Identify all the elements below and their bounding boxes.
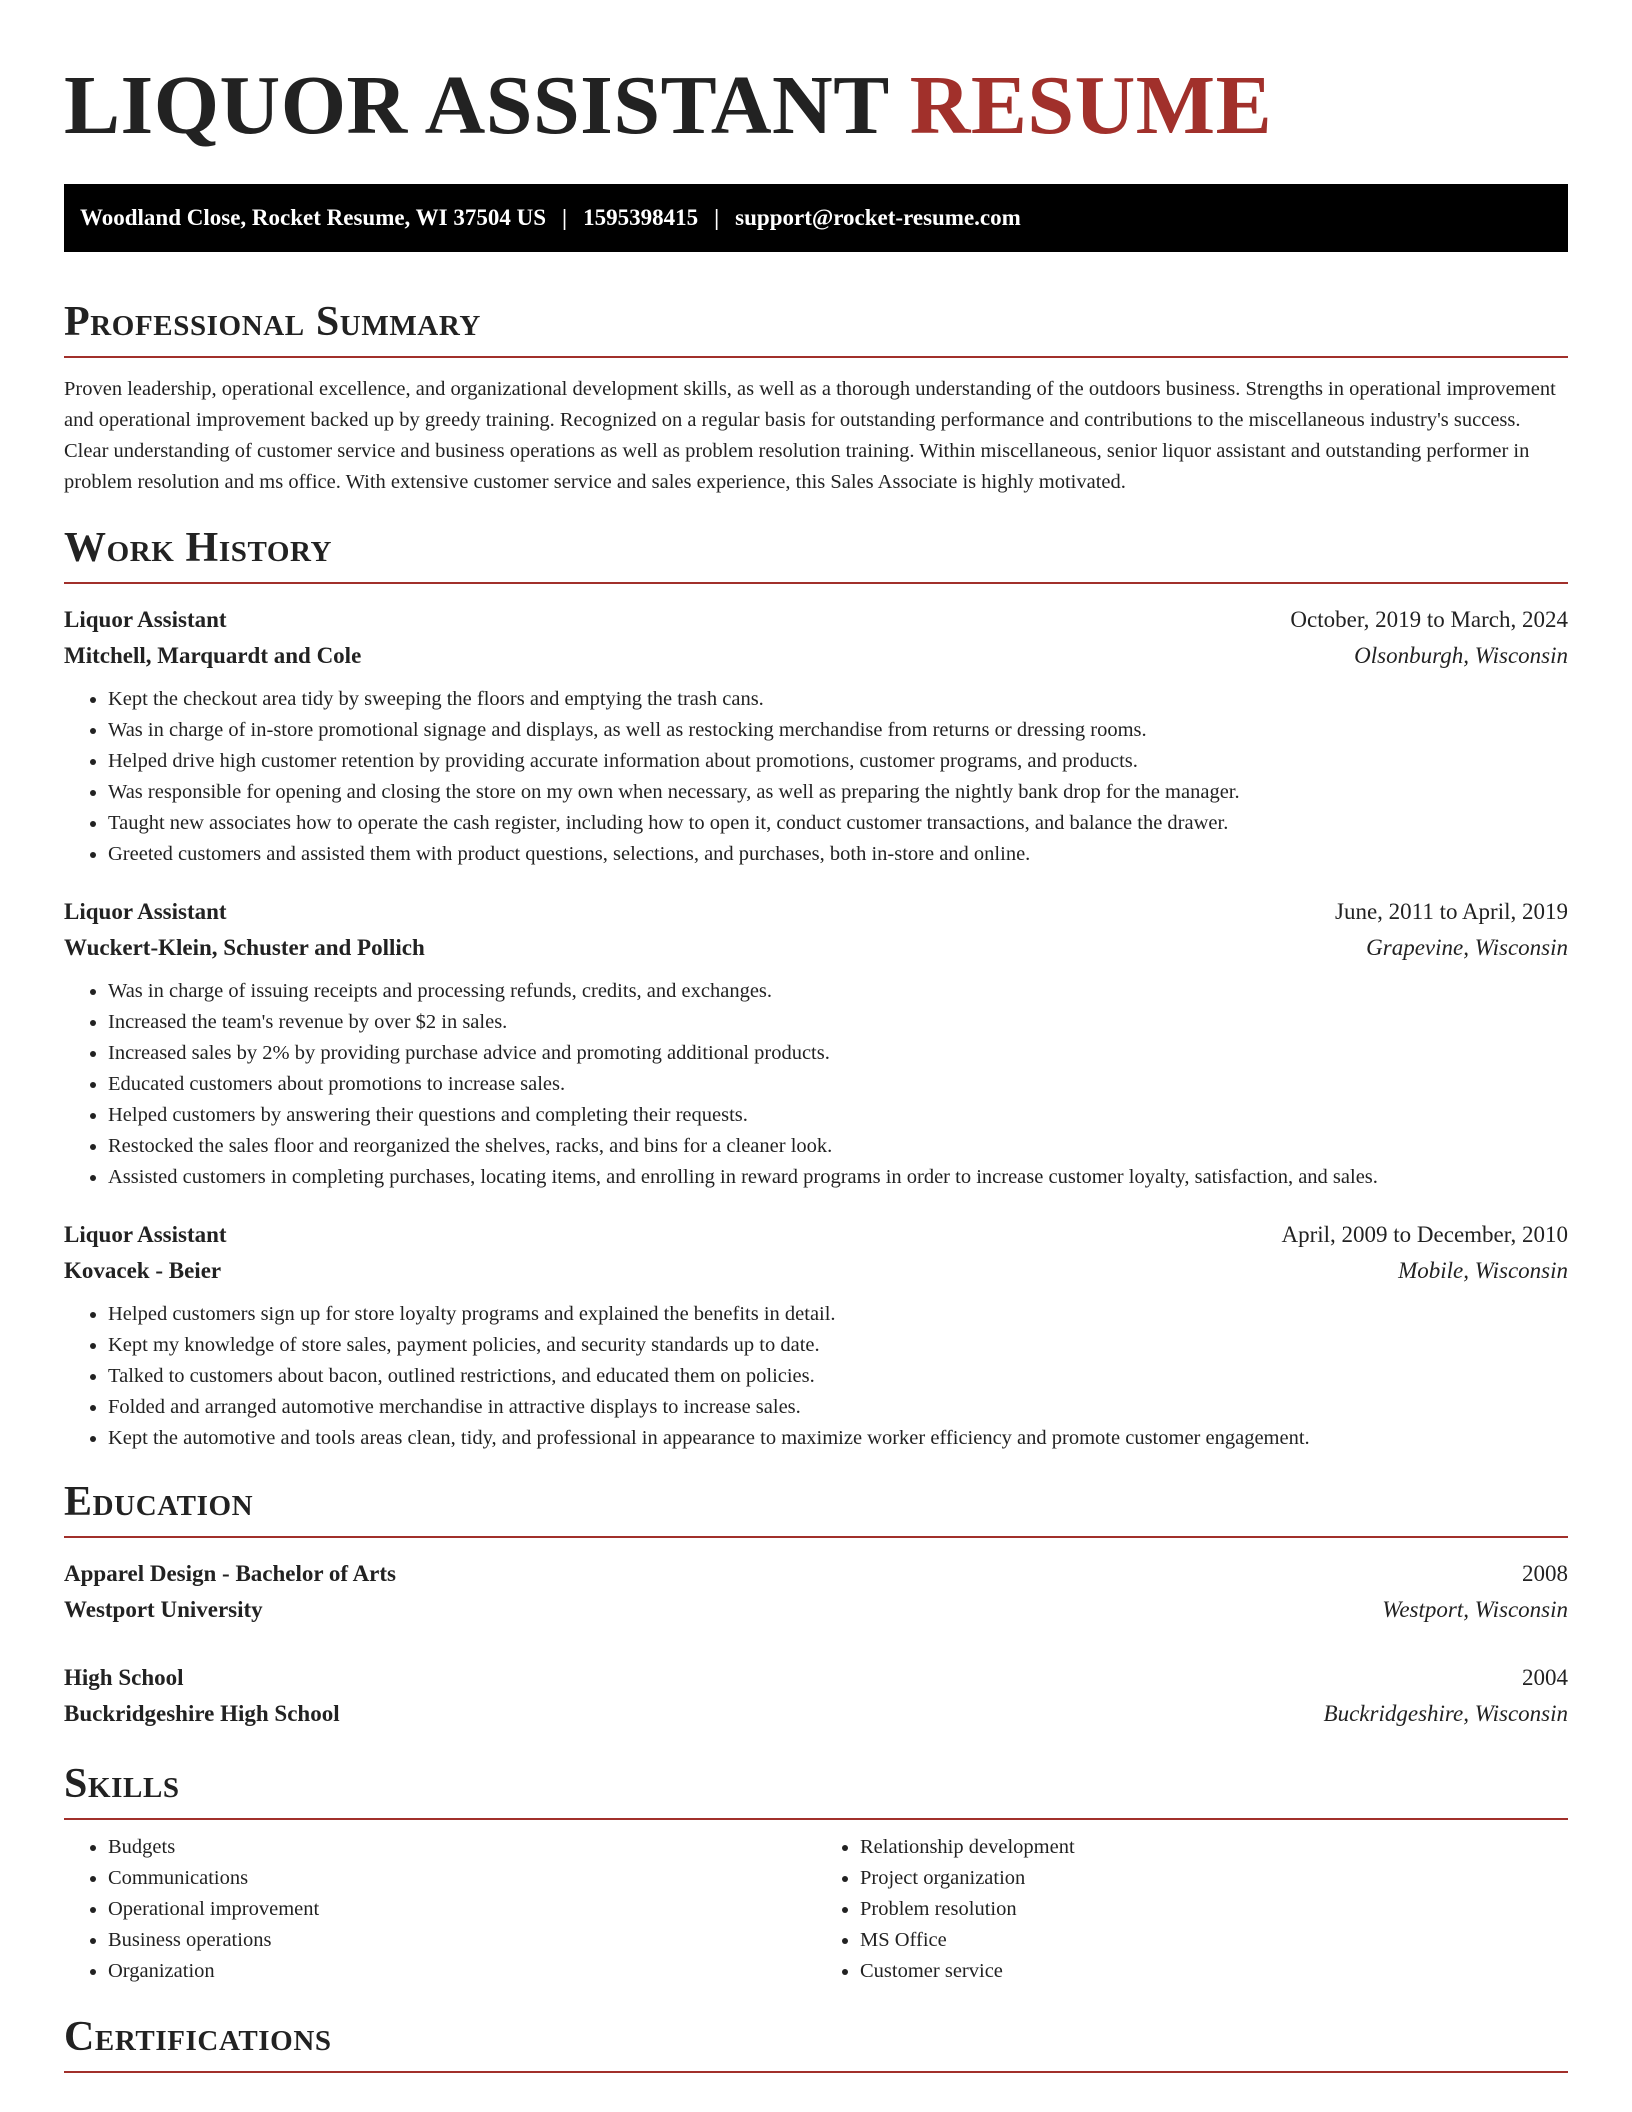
education-location: Westport, Wisconsin: [1382, 1597, 1568, 1623]
skill-item: • Project organization: [860, 1863, 1568, 1894]
job-header-row: [64, 602, 1568, 638]
section-title-work-history: Work History: [64, 526, 1568, 584]
section-title-summary: Professional Summary: [64, 300, 1568, 358]
list-item: • Restocked the sales floor and reorganized the shelves, racks, and bins for a cleaner look.: [108, 1131, 1568, 1162]
job-bullets: [64, 684, 1568, 870]
work-history-section: [64, 526, 1568, 1454]
contact-bar: [64, 184, 1568, 252]
list-item: • Was in charge of issuing receipts and processing refunds, credits, and exchanges.: [108, 976, 1568, 1007]
job-company-row: [64, 638, 1568, 674]
education-section: [64, 1480, 1568, 1732]
skill-item: • Operational improvement: [108, 1894, 816, 1925]
resume-title: [64, 59, 1568, 152]
contact-separator: |: [714, 205, 720, 230]
list-item: • Helped customers sign up for store loyalty programs and explained the benefits in detail.: [108, 1299, 1568, 1330]
section-title-certifications: Certifications: [64, 2015, 1568, 2073]
list-item: • Was in charge of in-store promotional signage and displays, as well as restocking merchandise from returns or dressing rooms.: [108, 715, 1568, 746]
list-item: • Educated customers about promotions to increase sales.: [108, 1069, 1568, 1100]
section-title-education: Education: [64, 1480, 1568, 1538]
job-header-row: [64, 1217, 1568, 1253]
job-dates: October, 2019 to March, 2024: [1290, 607, 1568, 633]
job-title: Liquor Assistant: [64, 899, 227, 925]
list-item: • Talked to customers about bacon, outlined restrictions, and educated them on policies.: [108, 1361, 1568, 1392]
section-title-skills: Skills: [64, 1762, 1568, 1820]
skills-section: [64, 1762, 1568, 1987]
skill-item: • Problem resolution: [860, 1894, 1568, 1925]
list-item: • Kept my knowledge of store sales, payment policies, and security standards up to date.: [108, 1330, 1568, 1361]
certifications-section: [64, 2015, 1568, 2073]
education-school: Westport University: [64, 1597, 263, 1623]
job-location: Mobile, Wisconsin: [1398, 1258, 1568, 1284]
job-bullets: [64, 976, 1568, 1193]
list-item: • Helped customers by answering their questions and completing their requests.: [108, 1100, 1568, 1131]
education-school-row: [64, 1696, 1568, 1732]
skills-column-right: [816, 1832, 1568, 1987]
list-item: • Helped drive high customer retention by providing accurate information about promotions, customer programs, and products.: [108, 746, 1568, 777]
job-entry: [64, 1217, 1568, 1454]
job-company: Wuckert-Klein, Schuster and Pollich: [64, 935, 425, 961]
contact-email[interactable]: support@rocket-resume.com: [735, 205, 1021, 230]
list-item: • Kept the automotive and tools areas clean, tidy, and professional in appearance to maximize worker efficiency and promote customer engagement.: [108, 1423, 1568, 1454]
list-item: • Increased the team's revenue by over $2 in sales.: [108, 1007, 1568, 1038]
job-title: Liquor Assistant: [64, 607, 227, 633]
contact-phone[interactable]: 1595398415: [583, 205, 699, 230]
education-degree: High School: [64, 1665, 184, 1691]
education-location: Buckridgeshire, Wisconsin: [1323, 1701, 1568, 1727]
list-item: • Was responsible for opening and closing the store on my own when necessary, as well as preparing the nightly bank drop for the manager.: [108, 777, 1568, 808]
contact-separator: |: [562, 205, 568, 230]
education-header-row: [64, 1556, 1568, 1592]
job-entry: [64, 894, 1568, 1193]
job-company-row: [64, 930, 1568, 966]
list-item: • Folded and arranged automotive merchandise in attractive displays to increase sales.: [108, 1392, 1568, 1423]
job-bullets: [64, 1299, 1568, 1454]
skills-column-left: [64, 1832, 816, 1987]
list-item: • Taught new associates how to operate the cash register, including how to open it, conduct customer transactions, and balance the drawer.: [108, 808, 1568, 839]
summary-section: [64, 300, 1568, 498]
title-main: LIQUOR ASSISTANT: [64, 59, 889, 152]
list-item: • Assisted customers in completing purchases, locating items, and enrolling in reward programs in order to increase customer loyalty, satisfaction, and sales.: [108, 1162, 1568, 1193]
education-school-row: [64, 1592, 1568, 1628]
job-company: Mitchell, Marquardt and Cole: [64, 643, 362, 669]
skill-item: • Communications: [108, 1863, 816, 1894]
education-entry: [64, 1660, 1568, 1732]
job-location: Olsonburgh, Wisconsin: [1354, 643, 1568, 669]
education-year: 2008: [1522, 1561, 1568, 1587]
job-company: Kovacek - Beier: [64, 1258, 222, 1284]
list-item: • Greeted customers and assisted them with product questions, selections, and purchases, both in-store and online.: [108, 839, 1568, 870]
job-location: Grapevine, Wisconsin: [1366, 935, 1568, 961]
job-header-row: [64, 894, 1568, 930]
skill-item: • Business operations: [108, 1925, 816, 1956]
list-item: • Kept the checkout area tidy by sweeping the floors and emptying the trash cans.: [108, 684, 1568, 715]
job-entry: [64, 602, 1568, 870]
job-company-row: [64, 1253, 1568, 1289]
education-header-row: [64, 1660, 1568, 1696]
education-year: 2004: [1522, 1665, 1568, 1691]
job-dates: April, 2009 to December, 2010: [1281, 1222, 1568, 1248]
education-entry: [64, 1556, 1568, 1628]
skill-item: • Organization: [108, 1956, 816, 1987]
skill-item: • MS Office: [860, 1925, 1568, 1956]
skill-item: • Budgets: [108, 1832, 816, 1863]
title-accent: RESUME: [909, 59, 1273, 152]
job-title: Liquor Assistant: [64, 1222, 227, 1248]
job-dates: June, 2011 to April, 2019: [1335, 899, 1568, 925]
summary-text: Proven leadership, operational excellence, and organizational development skills, as well as a thorough understanding of the outdoors business. Strengths in operational improvement and operational improvement backed up by greedy training. Recognized on a regular basis for outstanding performance and contributions to the miscellaneous industry's success. Clear understanding of customer service and business operations as well as problem resolution training. Within miscellaneous, senior liquor assistant and outstanding performer in problem resolution and ms office. With extensive customer service and sales experience, this Sales Associate is highly motivated.: [64, 378, 1556, 494]
education-school: Buckridgeshire High School: [64, 1701, 340, 1727]
list-item: • Increased sales by 2% by providing purchase advice and promoting additional products.: [108, 1038, 1568, 1069]
education-degree: Apparel Design - Bachelor of Arts: [64, 1561, 396, 1587]
contact-address: Woodland Close, Rocket Resume, WI 37504 US: [80, 205, 546, 230]
skill-item: • Relationship development: [860, 1832, 1568, 1863]
skills-grid: [64, 1832, 1568, 1987]
skill-item: • Customer service: [860, 1956, 1568, 1987]
